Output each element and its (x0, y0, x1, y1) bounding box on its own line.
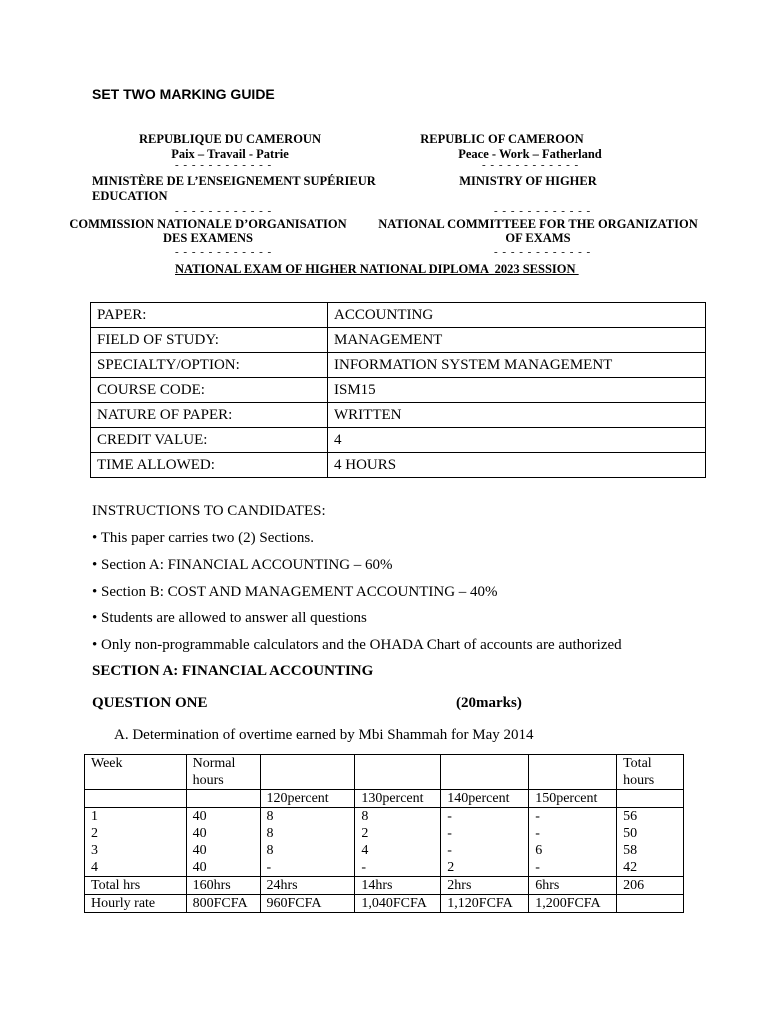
document-title: SET TWO MARKING GUIDE (92, 86, 275, 102)
info-value: MANAGEMENT (328, 328, 706, 353)
col-week-header: Week (85, 755, 187, 790)
table-row (91, 328, 706, 353)
overtime-table (84, 754, 684, 913)
instruction-item: • Students are allowed to answer all questions (92, 610, 367, 626)
paper-info-table (90, 302, 706, 478)
instruction-item: • Only non-programmable calculators and the OHADA Chart of accounts are authorized (92, 637, 622, 653)
question-one-marks: (20marks) (456, 695, 522, 711)
table-row (91, 303, 706, 328)
info-value: 4 HOURS (328, 453, 706, 478)
right-motto: Peace - Work – Fatherland (458, 147, 602, 161)
info-value: ISM15 (328, 378, 706, 403)
sub-question-a: A. Determination of overtime earned by Mbi Shammah for May 2014 (114, 727, 534, 743)
info-label: SPECIALTY/OPTION: (91, 353, 328, 378)
right-ministry: MINISTRY OF HIGHER (459, 174, 597, 188)
info-label: CREDIT VALUE: (91, 428, 328, 453)
rate-header: 150percent (529, 790, 617, 808)
info-value: INFORMATION SYSTEM MANAGEMENT (328, 353, 706, 378)
table-rate-header-row (85, 790, 684, 808)
left-country: REPUBLIQUE DU CAMEROUN (139, 132, 321, 146)
right-commission-line-1: NATIONAL COMMITTEEE FOR THE ORGANIZATION (378, 217, 698, 231)
right-country: REPUBLIC OF CAMEROON (420, 132, 584, 146)
right-dashes-2: - - - - - - - - - - - - (494, 205, 592, 217)
right-dashes-3: - - - - - - - - - - - - (494, 246, 592, 258)
left-dashes-3: - - - - - - - - - - - - (175, 246, 273, 258)
table-row (91, 378, 706, 403)
col-normal-header: Normal hours (186, 755, 260, 790)
rate-header: 120percent (260, 790, 355, 808)
table-row (91, 403, 706, 428)
info-label: TIME ALLOWED: (91, 453, 328, 478)
table-row (91, 353, 706, 378)
instruction-item: • Section A: FINANCIAL ACCOUNTING – 60% (92, 557, 393, 573)
info-label: PAPER: (91, 303, 328, 328)
left-commission-line-2: DES EXAMENS (163, 231, 253, 245)
exam-session-title: NATIONAL EXAM OF HIGHER NATIONAL DIPLOMA 2023 SESSION (175, 262, 579, 276)
table-row (91, 428, 706, 453)
rate-header: 130percent (355, 790, 441, 808)
table-row (91, 453, 706, 478)
left-ministry-line-1: MINISTÈRE DE L’ENSEIGNEMENT SUPÉRIEUR (92, 174, 376, 188)
table-rate-row: Hourly rate 800FCFA 960FCFA 1,040FCFA 1,120FCFA 1,200FCFA (85, 895, 684, 913)
rate-header: 140percent (441, 790, 529, 808)
right-commission-line-2: OF EXAMS (505, 231, 571, 245)
table-total-row: Total hrs 160hrs 24hrs 14hrs 2hrs 6hrs 206 (85, 877, 684, 895)
left-dashes-1: - - - - - - - - - - - - (175, 159, 273, 171)
left-dashes-2: - - - - - - - - - - - - (175, 205, 273, 217)
col-total-header: Total hours (617, 755, 684, 790)
info-label: NATURE OF PAPER: (91, 403, 328, 428)
table-row: 1 2 3 4 40 40 40 40 8 8 8 - 8 2 4 - - - - 2 - - 6 - 56 50 58 42 (85, 808, 684, 877)
table-header-row (85, 755, 684, 790)
instructions-heading: INSTRUCTIONS TO CANDIDATES: (92, 503, 326, 519)
info-label: FIELD OF STUDY: (91, 328, 328, 353)
left-commission-line-1: COMMISSION NATIONALE D’ORGANISATION (69, 217, 347, 231)
left-motto: Paix – Travail - Patrie (171, 147, 289, 161)
info-value: ACCOUNTING (328, 303, 706, 328)
info-value: 4 (328, 428, 706, 453)
left-ministry-line-2: EDUCATION (92, 189, 168, 203)
info-label: COURSE CODE: (91, 378, 328, 403)
instruction-item: • This paper carries two (2) Sections. (92, 530, 314, 546)
question-one-heading: QUESTION ONE (92, 695, 208, 711)
right-dashes-1: - - - - - - - - - - - - (482, 159, 580, 171)
info-value: WRITTEN (328, 403, 706, 428)
instruction-item: • Section B: COST AND MANAGEMENT ACCOUNTING – 40% (92, 584, 498, 600)
section-a-heading: SECTION A: FINANCIAL ACCOUNTING (92, 663, 374, 679)
